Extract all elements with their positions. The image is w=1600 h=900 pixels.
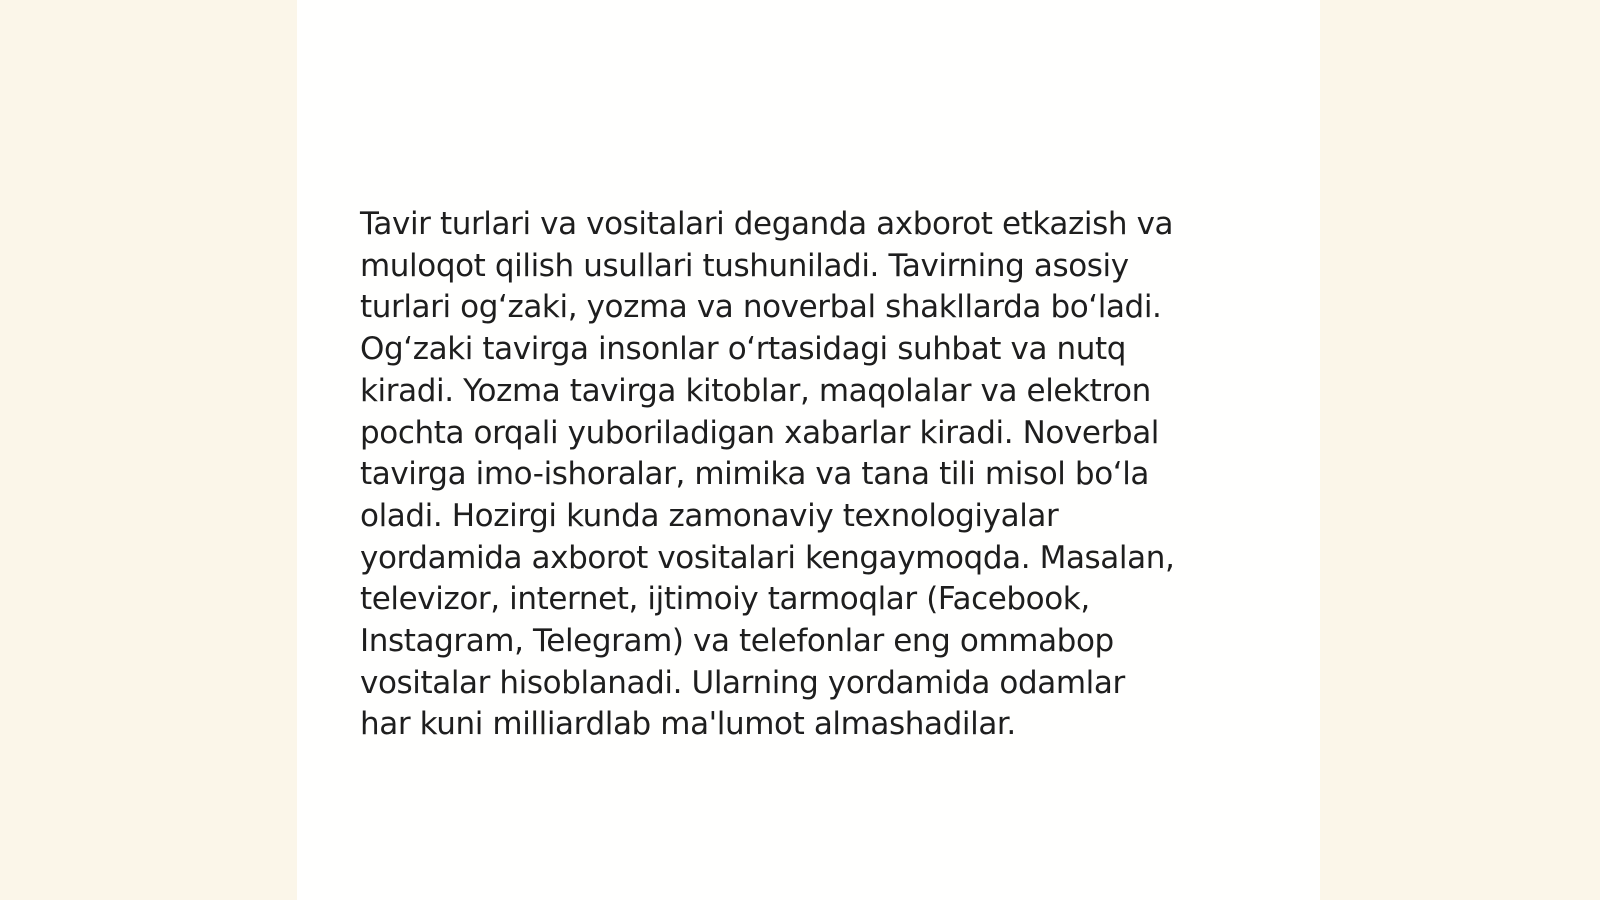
document-page bbox=[297, 0, 1320, 900]
right-margin-background bbox=[1320, 0, 1600, 900]
body-paragraph: Tavir turlari va vositalari deganda axborot etkazish va muloqot qilish usullari tushuniladi. Tavirning asosiy turlari og‘zaki, yozma va noverbal shakllarda bo‘ladi. Og‘zaki tavirga insonlar o‘rtasidagi suhbat va nutq kiradi. Yozma tavirga kitoblar, maqolalar va elektron pochta orqali yuboriladigan xabarlar kiradi. Noverbal tavirga imo-ishoralar, mimika va tana tili misol bo‘la oladi. Hozirgi kunda zamonaviy texnologiyalar yordamida axborot vositalari kengaymoqda. Masalan, televizor, internet, ijtimoiy tarmoqlar (Facebook, Instagram, Telegram) va telefonlar eng ommabop vositalar hisoblanadi. Ularning yordamida odamlar har kuni milliardlab ma'lumot almashadilar. bbox=[360, 206, 1175, 743]
left-margin-background bbox=[0, 0, 297, 900]
